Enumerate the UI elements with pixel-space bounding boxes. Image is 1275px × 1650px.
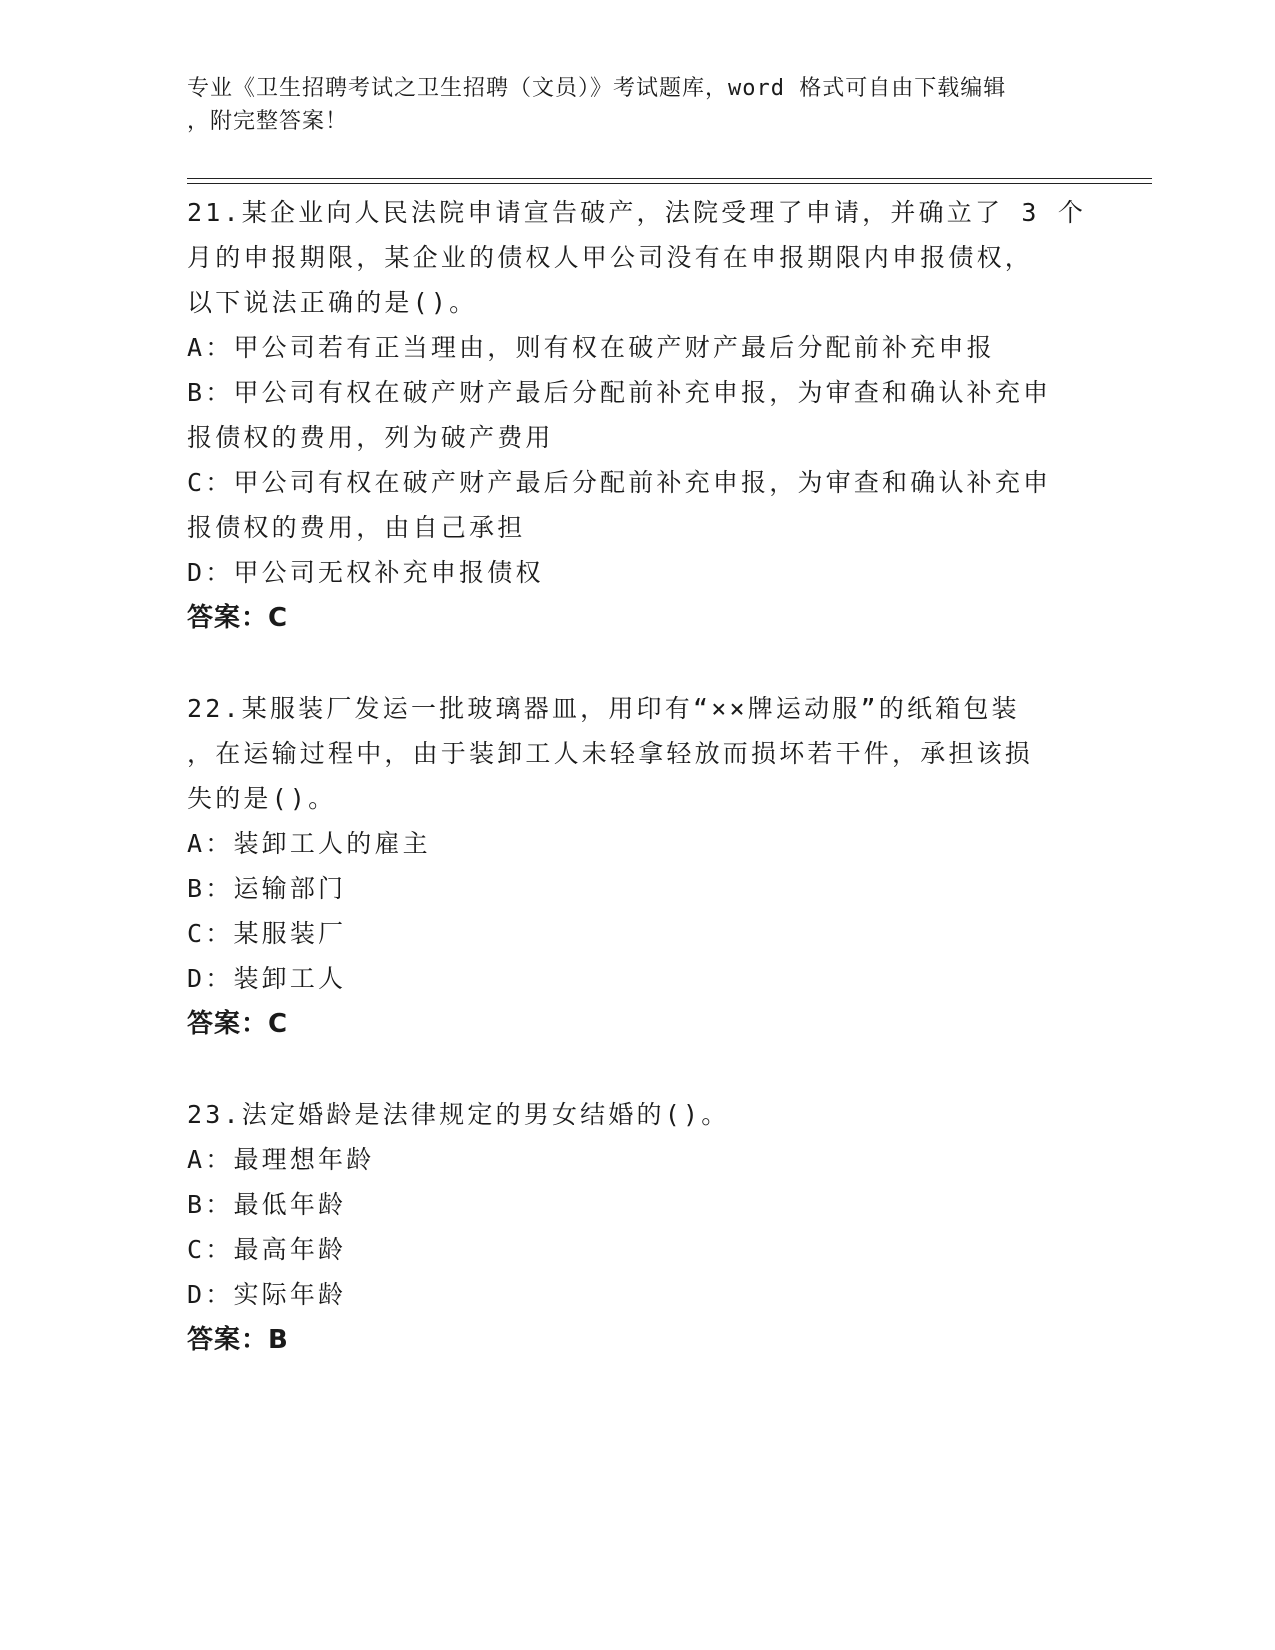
header-line-1: 专业《卫生招聘考试之卫生招聘（文员）》考试题库，word 格式可自由下载编辑 <box>187 76 1007 101</box>
question-22-line-1: 22.某服装厂发运一批玻璃器皿，用印有“××牌运动服”的纸箱包装 <box>187 694 1020 723</box>
question-23-answer: 答案：B <box>187 1325 289 1355</box>
document-header <box>187 72 1067 138</box>
question-21-option-b-line-2: 报债权的费用，列为破产费用 <box>187 423 554 452</box>
question-23-line-1: 23.法定婚龄是法律规定的男女结婚的()。 <box>187 1100 730 1129</box>
question-23-option-d: D：实际年龄 <box>187 1280 347 1309</box>
question-21-line-3: 以下说法正确的是()。 <box>187 288 478 317</box>
question-22-option-a: A：装卸工人的雇主 <box>187 829 431 858</box>
header-divider-bottom <box>187 183 1152 184</box>
header-line-2: ，附完整答案！ <box>187 109 349 134</box>
question-23-option-c: C：最高年龄 <box>187 1235 347 1264</box>
question-22-option-d: D：装卸工人 <box>187 964 347 993</box>
question-21-line-1: 21.某企业向人民法院申请宣告破产，法院受理了申请，并确立了 3 个 <box>187 198 1087 227</box>
question-22-option-c: C：某服装厂 <box>187 919 347 948</box>
question-21 <box>187 190 1087 641</box>
question-22-option-b: B：运输部门 <box>187 874 347 903</box>
question-22-line-2: ，在运输过程中，由于装卸工人未轻拿轻放而损坏若干件，承担该损 <box>187 739 1034 768</box>
question-21-option-c-line-2: 报债权的费用，由自己承担 <box>187 513 526 542</box>
question-21-option-b-line-1: B：甲公司有权在破产财产最后分配前补充申报，为审查和确认补充申 <box>187 378 1052 407</box>
question-23-option-a: A：最理想年龄 <box>187 1145 375 1174</box>
question-21-option-d: D：甲公司无权补充申报债权 <box>187 558 544 587</box>
question-21-line-2: 月的申报期限，某企业的债权人甲公司没有在申报期限内申报债权， <box>187 243 1034 272</box>
question-23 <box>187 1092 1087 1363</box>
question-list <box>187 190 1087 1363</box>
question-22-line-3: 失的是()。 <box>187 784 337 813</box>
question-22-answer: 答案：C <box>187 1009 289 1039</box>
question-23-option-b: B：最低年龄 <box>187 1190 347 1219</box>
question-22 <box>187 686 1087 1047</box>
question-21-answer: 答案：C <box>187 603 289 633</box>
question-21-option-c-line-1: C：甲公司有权在破产财产最后分配前补充申报，为审查和确认补充申 <box>187 468 1052 497</box>
header-divider-top <box>187 178 1152 179</box>
question-21-option-a: A：甲公司若有正当理由，则有权在破产财产最后分配前补充申报 <box>187 333 995 362</box>
